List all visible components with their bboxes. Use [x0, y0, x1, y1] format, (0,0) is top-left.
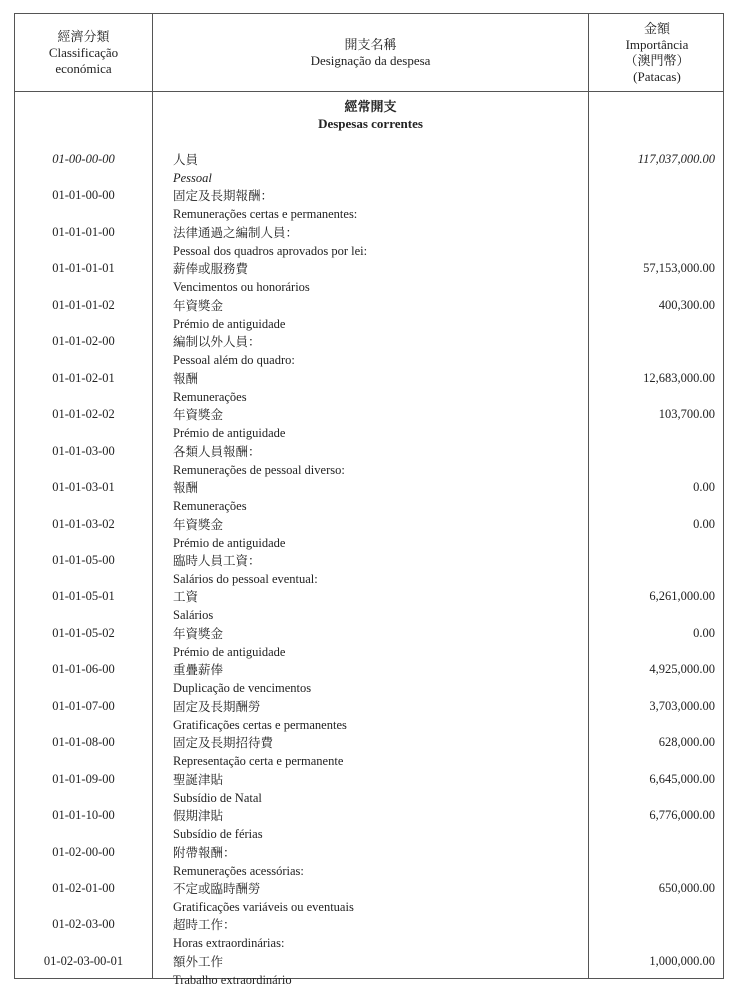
- row-description-pt: Salários do pessoal eventual:: [173, 571, 318, 586]
- header-designation: [153, 14, 588, 91]
- row-description-pt: Duplicação de vencimentos: [173, 681, 312, 696]
- section-title: [153, 98, 588, 132]
- header-divider: [15, 91, 723, 92]
- header-currency-zh: （澳門幣）: [624, 52, 690, 68]
- row-description: [173, 370, 247, 406]
- row-description-pt: Pessoal além do quadro:: [173, 353, 295, 368]
- row-code: 01-02-00-00: [52, 844, 115, 859]
- header-classification-zh: 經濟分類: [57, 28, 110, 44]
- row-description-pt: Salários: [173, 608, 214, 623]
- row-amount: 1,000,000.00: [649, 953, 715, 968]
- row-code: 01-01-02-02: [52, 407, 115, 422]
- row-amount: 650,000.00: [658, 881, 715, 895]
- row-amount: 4,925,000.00: [649, 662, 715, 677]
- row-amount: 0.00: [693, 625, 715, 640]
- row-description: [173, 297, 285, 333]
- table-row: [15, 552, 725, 588]
- row-description-pt: Remunerações acessórias:: [173, 863, 304, 878]
- row-description-zh: 臨時人員工資：: [173, 553, 261, 568]
- row-amount: 103,700.00: [658, 407, 715, 422]
- row-description-pt: Subsídio de férias: [173, 827, 263, 842]
- row-description: [173, 443, 345, 479]
- row-description: [173, 479, 247, 515]
- table-row: [15, 479, 725, 515]
- table-row: [15, 224, 725, 260]
- row-description-zh: 固定及長期報酬：: [173, 189, 274, 204]
- row-amount: 12,683,000.00: [643, 370, 715, 385]
- row-description-pt: Pessoal: [173, 171, 212, 185]
- row-description: [173, 187, 357, 223]
- row-code: 01-01-07-00: [52, 698, 115, 713]
- row-description: [173, 406, 285, 442]
- row-description: [173, 771, 262, 807]
- table-row: [15, 916, 725, 952]
- section-title-zh: 經常開支: [344, 99, 397, 114]
- row-description-pt: Gratificações variáveis ou eventuais: [173, 900, 354, 914]
- table-row: [15, 406, 725, 442]
- row-code: 01-01-03-01: [52, 480, 115, 495]
- row-description: [173, 844, 304, 880]
- row-amount: 57,153,000.00: [643, 261, 715, 276]
- row-code: 01-01-03-00: [52, 443, 115, 458]
- table-row: [15, 187, 725, 223]
- table-row: [15, 260, 725, 296]
- row-amount: 3,703,000.00: [649, 698, 715, 713]
- row-description: [173, 953, 292, 989]
- budget-table: [14, 13, 724, 987]
- row-description-zh: 報酬: [173, 481, 199, 496]
- row-description: [173, 224, 367, 260]
- row-description: [173, 588, 213, 624]
- table-row: [15, 953, 725, 989]
- row-description-zh: 年資獎金: [173, 517, 224, 532]
- row-code: 01-01-03-02: [52, 516, 115, 531]
- row-code: 01-01-01-00: [52, 224, 115, 239]
- row-description-zh: 重疊薪俸: [173, 663, 224, 678]
- row-description-pt: Pessoal dos quadros aprovados por lei:: [173, 243, 368, 258]
- row-description: [173, 625, 285, 661]
- row-amount: 117,037,000.00: [637, 152, 715, 166]
- row-description-zh: 附帶報酬：: [173, 845, 236, 860]
- row-description: [173, 734, 343, 770]
- table-row: [15, 443, 725, 479]
- row-code: 01-01-02-00: [52, 334, 115, 349]
- row-description-zh: 年資獎金: [173, 298, 224, 313]
- table-row: [15, 625, 725, 661]
- row-code: 01-01-02-01: [52, 370, 115, 385]
- row-description-zh: 薪俸或服務費: [173, 262, 249, 277]
- table-row: [15, 516, 725, 552]
- table-row: [15, 771, 725, 807]
- table-row: [15, 807, 725, 843]
- row-code: 01-01-01-01: [52, 261, 115, 276]
- row-description-zh: 年資獎金: [173, 408, 224, 423]
- row-description-pt: Remunerações: [173, 499, 247, 514]
- row-description-pt: Prémio de antiguidade: [173, 644, 286, 659]
- row-amount: 628,000.00: [658, 735, 715, 750]
- row-description-pt: Remunerações: [173, 389, 247, 404]
- row-code: 01-01-05-01: [52, 589, 115, 604]
- row-description-pt: Remunerações certas e permanentes:: [173, 207, 358, 222]
- table-row: [15, 880, 725, 916]
- table-row: [15, 151, 725, 187]
- row-description-pt: Representação certa e permanente: [173, 754, 344, 769]
- row-description-zh: 聖誕津貼: [173, 772, 224, 787]
- row-description-zh: 法律通過之編制人員：: [173, 225, 299, 240]
- row-description-zh: 超時工作：: [173, 918, 236, 933]
- table-row: [15, 297, 725, 333]
- row-code: 01-01-05-00: [52, 552, 115, 567]
- row-amount: 0.00: [693, 516, 715, 531]
- row-description-pt: Vencimentos ou honorários: [173, 280, 310, 295]
- row-code: 01-01-00-00: [52, 188, 115, 203]
- table-row: [15, 844, 725, 880]
- row-description-zh: 固定及長期酬勞: [173, 699, 261, 714]
- row-amount: 400,300.00: [658, 297, 715, 312]
- row-amount: 6,645,000.00: [649, 771, 715, 786]
- row-description-pt: Prémio de antiguidade: [173, 426, 286, 441]
- row-description-zh: 編制以外人員：: [173, 335, 261, 350]
- row-description: [173, 516, 285, 552]
- row-code: 01-01-10-00: [52, 808, 115, 823]
- row-code: 01-01-05-02: [52, 625, 115, 640]
- header-amount-zh: 金額: [643, 20, 670, 36]
- row-description-zh: 額外工作: [173, 954, 224, 969]
- header-amount-pt: Importância: [625, 36, 689, 52]
- table-row: [15, 734, 725, 770]
- row-code: 01-00-00-00: [52, 152, 115, 166]
- row-description-zh: 固定及長期招待費: [173, 736, 274, 751]
- row-description: [173, 698, 347, 734]
- row-description-pt: Subsídio de Natal: [173, 790, 262, 805]
- row-description-pt: Remunerações de pessoal diverso:: [173, 462, 345, 477]
- header-amount: [589, 14, 725, 91]
- row-amount: 0.00: [693, 480, 715, 495]
- row-description-zh: 各類人員報酬：: [173, 444, 261, 459]
- row-code: 01-01-08-00: [52, 735, 115, 750]
- row-amount: 6,776,000.00: [649, 808, 715, 823]
- row-code: 01-02-03-00-01: [43, 953, 124, 968]
- row-code: 01-02-03-00: [52, 917, 115, 932]
- row-code: 01-02-01-00: [52, 881, 115, 895]
- row-description-zh: 年資獎金: [173, 626, 224, 641]
- table-row: [15, 333, 725, 369]
- row-description: [173, 333, 295, 369]
- table-row: [15, 661, 725, 697]
- row-description-zh: 工資: [173, 590, 199, 605]
- section-title-pt: Despesas correntes: [318, 116, 423, 131]
- row-description-pt: Prémio de antiguidade: [173, 535, 286, 550]
- row-code: 01-01-06-00: [52, 662, 115, 677]
- row-description: [173, 880, 354, 916]
- row-amount: 6,261,000.00: [649, 589, 715, 604]
- table-row: [15, 698, 725, 734]
- row-description-pt: Horas extraordinárias:: [173, 936, 285, 951]
- row-description-pt: Trabalho extraordinário: [173, 972, 292, 987]
- header-classification: [15, 14, 152, 91]
- row-description: [173, 552, 318, 588]
- row-code: 01-01-09-00: [52, 771, 115, 786]
- row-description: [173, 661, 311, 697]
- row-description: [173, 151, 212, 187]
- row-description-zh: 假期津貼: [173, 809, 224, 824]
- row-description-zh: 不定或臨時酬勞: [173, 882, 261, 896]
- row-code: 01-01-01-02: [52, 297, 115, 312]
- row-description: [173, 260, 310, 296]
- header-classification-pt-2: económica: [55, 60, 112, 76]
- header-designation-zh: 開支名稱: [344, 36, 397, 52]
- header-designation-pt: Designação da despesa: [310, 52, 431, 68]
- row-description-pt: Prémio de antiguidade: [173, 316, 286, 331]
- row-description-pt: Gratificações certas e permanentes: [173, 717, 347, 732]
- row-description: [173, 807, 263, 843]
- row-description-zh: 報酬: [173, 371, 199, 386]
- table-row: [15, 370, 725, 406]
- header-currency-pt: (Patacas): [633, 68, 681, 84]
- row-description-zh: 人員: [173, 153, 199, 167]
- header-classification-pt-1: Classificação: [48, 44, 119, 60]
- table-row: [15, 588, 725, 624]
- row-description: [173, 916, 284, 952]
